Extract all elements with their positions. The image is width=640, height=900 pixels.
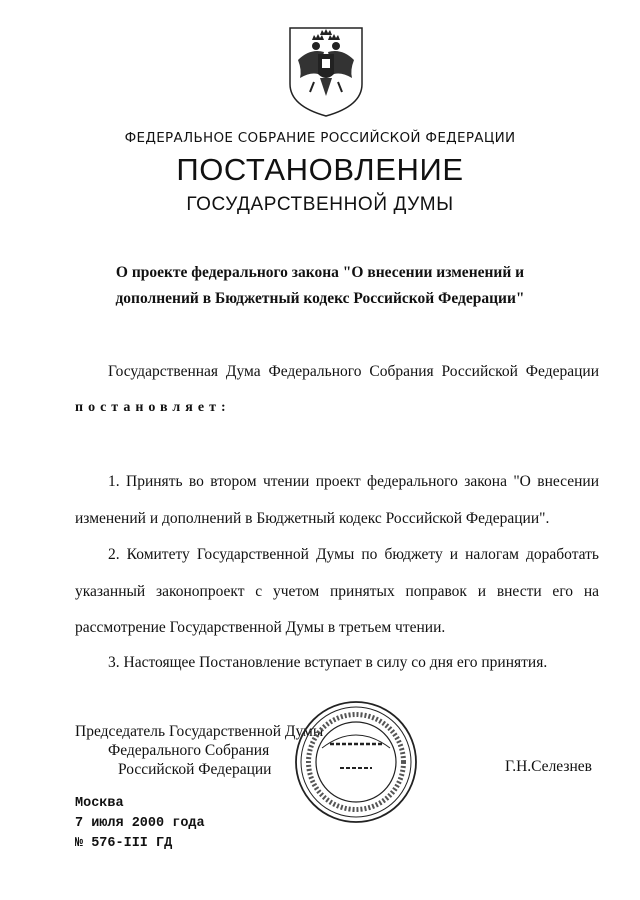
document-type: ПОСТАНОВЛЕНИЕ xyxy=(176,152,464,187)
item-1-line-1: 1. Принять во втором чтении проект федерального закона "О внесении xyxy=(108,473,599,490)
signing-date: 7 июля 2000 года xyxy=(75,816,205,831)
signatory-title-line-2: Федерального Собрания xyxy=(108,742,270,759)
signing-city: Москва xyxy=(75,796,124,811)
item-3: 3. Настоящее Постановление вступает в силу со дня его принятия. xyxy=(108,654,548,671)
subject-line-2: дополнений в Бюджетный кодекс Российской Федерации" xyxy=(115,290,525,307)
document-number: № 576-III ГД xyxy=(75,836,173,851)
item-2-line-3: рассмотрение Государственной Думы в третьем чтении. xyxy=(75,619,446,636)
item-2-line-1: 2. Комитету Государственной Думы по бюджету и налогам доработать xyxy=(108,546,599,563)
item-1-line-2: изменений и дополнений в Бюджетный кодекс Российской Федерации". xyxy=(75,510,550,527)
signatory-title-line-1: Председатель Государственной Думы xyxy=(75,723,324,740)
subject-line-1: О проекте федерального закона "О внесении изменений и xyxy=(115,264,525,281)
document-subject xyxy=(100,260,540,312)
signatory-title xyxy=(75,722,323,779)
item-2-line-2: указанный законопроект с учетом принятых поправок и внести его на xyxy=(75,583,599,600)
round-stamp-icon xyxy=(294,700,418,824)
organization-title: ФЕДЕРАЛЬНОЕ СОБРАНИЕ РОССИЙСКОЙ ФЕДЕРАЦИИ xyxy=(124,130,516,146)
preamble: Государственная Дума Федерального Собрания Российской Федерации xyxy=(108,363,599,380)
signatory-name: Г.Н.Селезнев xyxy=(505,758,592,775)
coat-of-arms-icon xyxy=(288,26,364,118)
signing-details xyxy=(75,794,205,854)
resolves-keyword: постановляет: xyxy=(75,400,231,415)
signatory-title-line-3: Российской Федерации xyxy=(118,761,272,778)
issuer-title: ГОСУДАРСТВЕННОЙ ДУМЫ xyxy=(186,194,454,215)
